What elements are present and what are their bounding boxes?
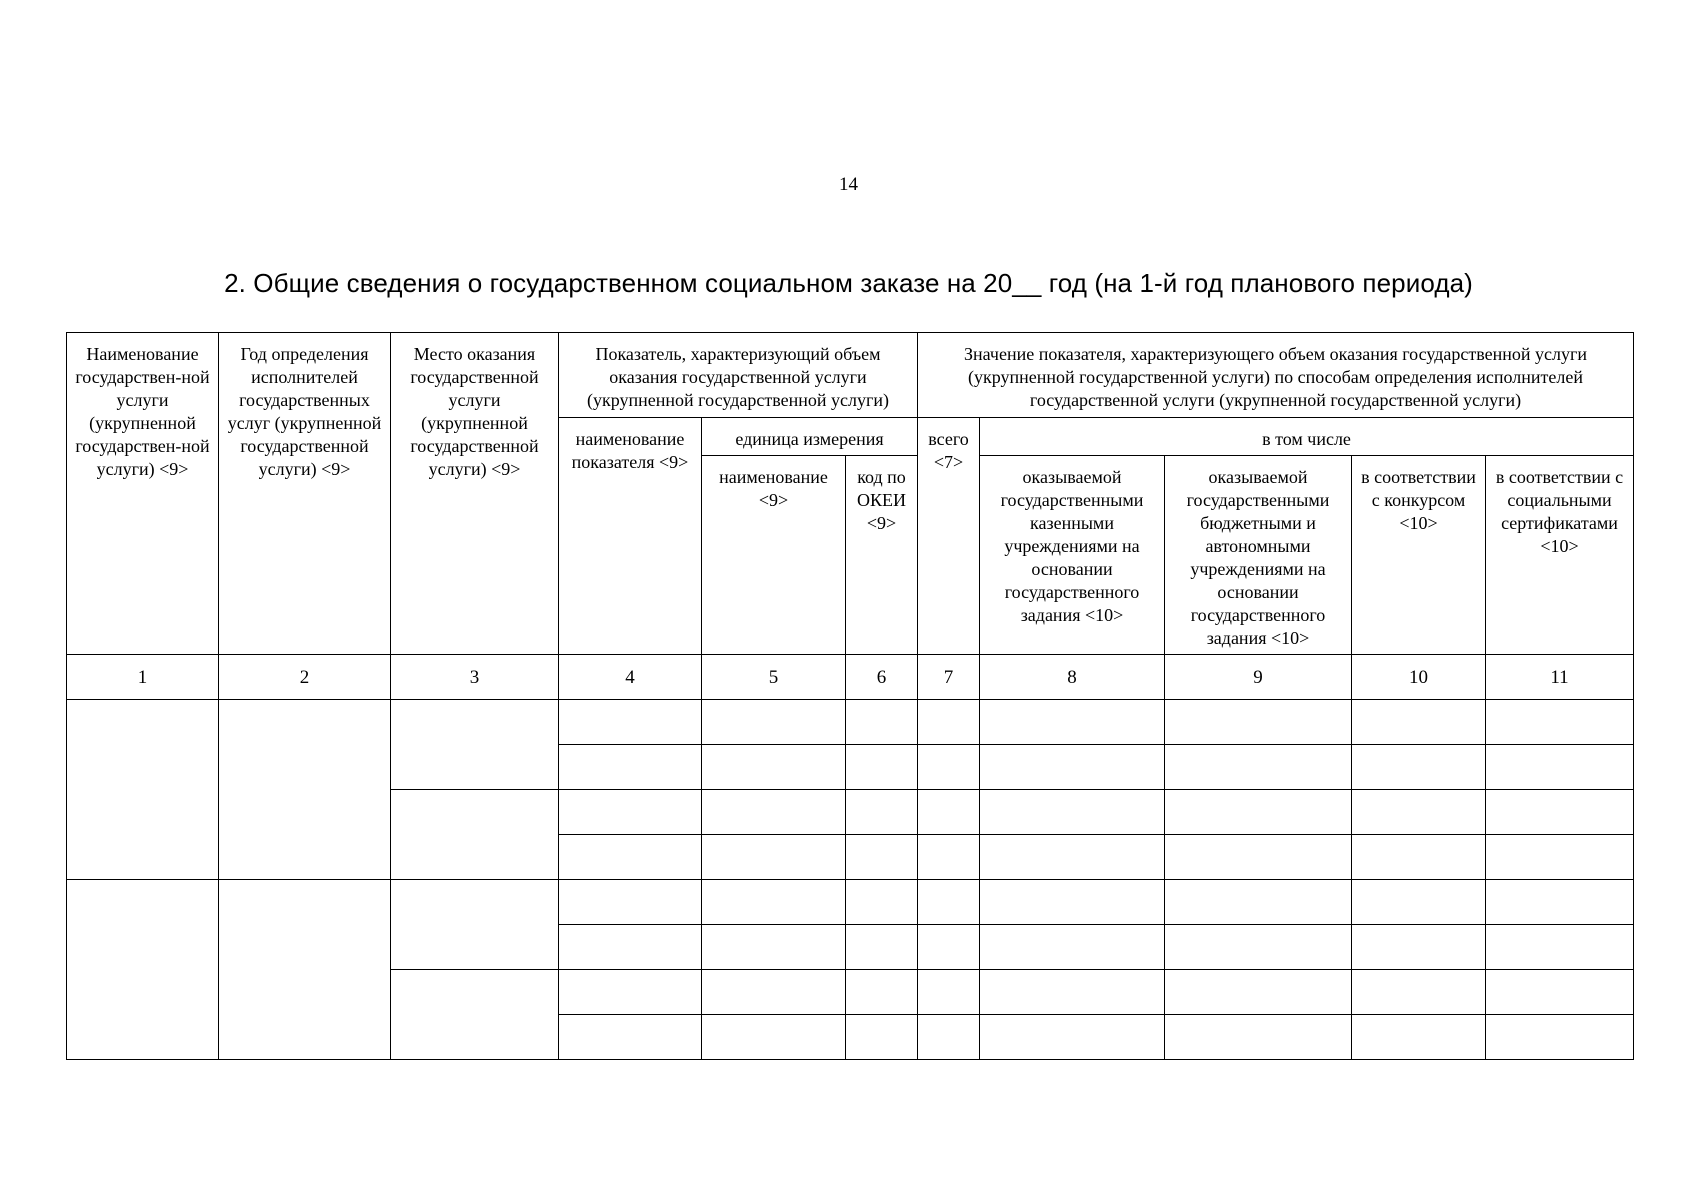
- empty-cell: [980, 880, 1165, 925]
- empty-cell: [1165, 835, 1352, 880]
- empty-cell: [559, 745, 702, 790]
- header-including: в том числе: [980, 418, 1634, 456]
- empty-cell: [918, 925, 980, 970]
- empty-cell: [846, 925, 918, 970]
- header-unit-group: единица измерения: [702, 418, 918, 456]
- empty-cell: [702, 745, 846, 790]
- empty-cell: [1486, 1015, 1634, 1060]
- empty-cell: [980, 925, 1165, 970]
- column-number: 8: [980, 655, 1165, 700]
- empty-cell: [702, 790, 846, 835]
- column-number: 2: [219, 655, 391, 700]
- header-indicator-name: наименование показателя <9>: [559, 418, 702, 655]
- empty-cell: [1486, 880, 1634, 925]
- empty-cell: [846, 835, 918, 880]
- column-number: 4: [559, 655, 702, 700]
- empty-cell: [559, 1015, 702, 1060]
- empty-cell: [1165, 745, 1352, 790]
- header-executor-year: Год определения исполнителей государственных услуг (укрупненной государственной услуги) <9>: [219, 333, 391, 655]
- empty-cell: [702, 1015, 846, 1060]
- header-budget-institutions: оказываемой государственными бюджетными и автономными учреждениями на основании государственного задания <10>: [1165, 456, 1352, 655]
- column-number: 11: [1486, 655, 1634, 700]
- empty-cell: [391, 700, 559, 790]
- header-service-name: Наименование государствен-ной услуги (укрупненной государствен-ной услуги) <9>: [67, 333, 219, 655]
- column-number: 10: [1352, 655, 1486, 700]
- header-service-place: Место оказания государственной услуги (укрупненной государственной услуги) <9>: [391, 333, 559, 655]
- empty-cell: [846, 700, 918, 745]
- empty-cell: [1486, 700, 1634, 745]
- table-row: [67, 880, 1634, 925]
- empty-cell: [219, 700, 391, 880]
- empty-cell: [391, 880, 559, 970]
- empty-cell: [918, 835, 980, 880]
- empty-cell: [1165, 970, 1352, 1015]
- header-state-institutions: оказываемой государственными казенными учреждениями на основании государственного задания <10>: [980, 456, 1165, 655]
- header-competition: в соответствии с конкурсом <10>: [1352, 456, 1486, 655]
- column-number: 3: [391, 655, 559, 700]
- empty-cell: [1352, 925, 1486, 970]
- header-value-group: Значение показателя, характеризующего объем оказания государственной услуги (укрупненной государственной услуги) по способам определения исполнителей государственной услуги (укрупненной государственной услуги): [918, 333, 1634, 418]
- header-total: всего <7>: [918, 418, 980, 655]
- empty-cell: [559, 970, 702, 1015]
- column-number: 6: [846, 655, 918, 700]
- empty-cell: [219, 880, 391, 1060]
- column-number: 7: [918, 655, 980, 700]
- empty-cell: [918, 1015, 980, 1060]
- empty-cell: [1486, 790, 1634, 835]
- empty-cell: [702, 880, 846, 925]
- empty-cell: [702, 925, 846, 970]
- empty-cell: [1486, 925, 1634, 970]
- empty-cell: [702, 835, 846, 880]
- column-number: 5: [702, 655, 846, 700]
- empty-cell: [980, 970, 1165, 1015]
- empty-cell: [1352, 835, 1486, 880]
- empty-cell: [846, 1015, 918, 1060]
- empty-cell: [980, 790, 1165, 835]
- empty-cell: [846, 790, 918, 835]
- empty-cell: [391, 970, 559, 1060]
- empty-cell: [980, 745, 1165, 790]
- empty-cell: [918, 745, 980, 790]
- empty-cell: [1352, 700, 1486, 745]
- empty-cell: [918, 880, 980, 925]
- empty-cell: [846, 745, 918, 790]
- empty-cell: [702, 970, 846, 1015]
- empty-cell: [559, 880, 702, 925]
- empty-cell: [559, 790, 702, 835]
- empty-cell: [1352, 745, 1486, 790]
- page-number: 14: [839, 174, 858, 195]
- empty-cell: [846, 880, 918, 925]
- empty-cell: [918, 970, 980, 1015]
- empty-cell: [1165, 700, 1352, 745]
- empty-cell: [1165, 790, 1352, 835]
- empty-cell: [67, 700, 219, 880]
- header-unit-name: наименование <9>: [702, 456, 846, 655]
- header-okei-code: код по ОКЕИ <9>: [846, 456, 918, 655]
- empty-cell: [559, 925, 702, 970]
- empty-cell: [980, 1015, 1165, 1060]
- column-number: 9: [1165, 655, 1352, 700]
- header-social-certificates: в соответствии с социальными сертификатами <10>: [1486, 456, 1634, 655]
- empty-cell: [1352, 1015, 1486, 1060]
- empty-cell: [1486, 745, 1634, 790]
- column-number-row: [67, 655, 1634, 700]
- social-order-table: [66, 332, 1634, 1060]
- empty-cell: [391, 790, 559, 880]
- header-indicator-group: Показатель, характеризующий объем оказания государственной услуги (укрупненной государственной услуги): [559, 333, 918, 418]
- empty-cell: [559, 835, 702, 880]
- empty-cell: [702, 700, 846, 745]
- empty-cell: [1352, 790, 1486, 835]
- empty-cell: [1352, 880, 1486, 925]
- table-row: [67, 700, 1634, 745]
- empty-cell: [67, 880, 219, 1060]
- empty-cell: [980, 700, 1165, 745]
- column-number: 1: [67, 655, 219, 700]
- empty-cell: [846, 970, 918, 1015]
- section-title: 2. Общие сведения о государственном социальном заказе на 20__ год (на 1-й год планового периода): [224, 268, 1473, 298]
- empty-cell: [559, 700, 702, 745]
- empty-cell: [918, 700, 980, 745]
- empty-cell: [1486, 835, 1634, 880]
- empty-cell: [980, 835, 1165, 880]
- empty-cell: [1165, 925, 1352, 970]
- empty-cell: [918, 790, 980, 835]
- empty-cell: [1165, 880, 1352, 925]
- empty-cell: [1352, 970, 1486, 1015]
- empty-cell: [1165, 1015, 1352, 1060]
- empty-cell: [1486, 970, 1634, 1015]
